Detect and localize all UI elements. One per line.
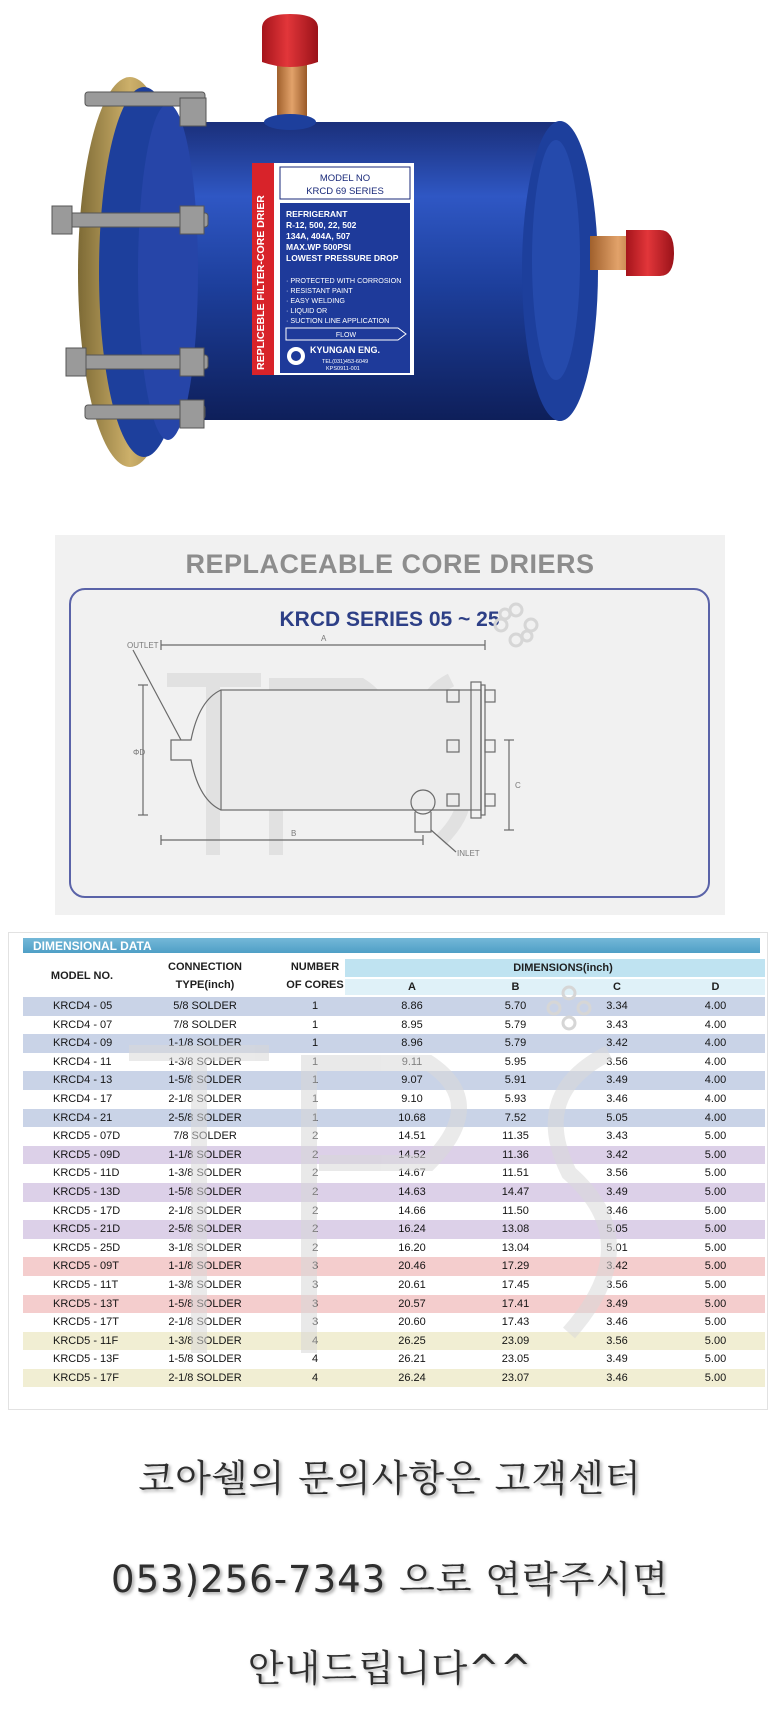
header-a: A xyxy=(408,981,416,993)
dim-a-label: A xyxy=(321,634,327,643)
cell-model: KRCD4 - 11 xyxy=(53,1055,112,1068)
cell-dim-a: 14.67 xyxy=(398,1167,426,1180)
cell-dim-c: 3.43 xyxy=(606,1018,628,1031)
header-connection-sub: TYPE(inch) xyxy=(175,979,235,991)
table-row xyxy=(23,1332,765,1351)
cell-model: KRCD5 - 11D xyxy=(53,1167,120,1180)
cell-connection-type: 7/8 SOLDER xyxy=(173,1130,237,1143)
cell-dim-b: 17.41 xyxy=(501,1297,530,1310)
cell-dim-a: 20.57 xyxy=(398,1297,426,1310)
cell-dim-c: 3.56 xyxy=(606,1278,628,1291)
cell-dim-b: 5.95 xyxy=(504,1055,527,1068)
feature-line: · RESISTANT PAINT xyxy=(286,286,353,295)
snowflake-watermark-icon xyxy=(495,604,537,646)
cell-model: KRCD4 - 21 xyxy=(53,1111,113,1124)
feature-line: · EASY WELDING xyxy=(286,296,345,305)
cell-dim-d: 5.00 xyxy=(704,1241,727,1254)
cell-model: KRCD4 - 05 xyxy=(53,1000,113,1012)
cell-model: KRCD4 - 07 xyxy=(53,1018,113,1031)
cell-cores: 1 xyxy=(311,1018,319,1031)
refrigerant-line: REFRIGERANT xyxy=(286,209,348,219)
table-row xyxy=(23,997,765,1016)
dimensional-data-table xyxy=(8,932,768,1410)
cell-dim-a: 9.07 xyxy=(401,1074,423,1087)
table-row xyxy=(23,1034,765,1053)
cell-dim-a: 8.95 xyxy=(401,1018,423,1031)
cell-dim-a: 20.60 xyxy=(398,1316,426,1329)
cell-model: KRCD4 - 13 xyxy=(53,1074,113,1087)
cell-dim-c: 3.49 xyxy=(606,1074,628,1087)
table-row xyxy=(23,1183,765,1202)
cell-dim-c: 3.34 xyxy=(606,1000,628,1012)
cell-connection-type: 2-1/8 SOLDER xyxy=(168,1092,242,1105)
cell-connection-type: 2-1/8 SOLDER xyxy=(168,1371,242,1384)
cell-dim-a: 16.20 xyxy=(398,1241,426,1254)
table-row xyxy=(23,1071,765,1090)
refrigerant-line: LOWEST PRESSURE DROP xyxy=(286,253,399,263)
cell-dim-c: 3.43 xyxy=(606,1130,628,1143)
footer-line-1: 코아쉘의 문의사항은 고객센터 xyxy=(138,1457,642,1500)
cell-dim-d: 5.00 xyxy=(704,1316,727,1329)
cell-dim-c: 5.05 xyxy=(606,1111,628,1124)
cell-cores: 3 xyxy=(311,1316,319,1329)
cell-model: KRCD5 - 17F xyxy=(53,1371,120,1384)
cell-cores: 4 xyxy=(311,1371,319,1384)
cell-dim-c: 3.46 xyxy=(606,1204,628,1217)
cell-connection-type: 2-5/8 SOLDER xyxy=(168,1111,242,1124)
outlet-label: OUTLET xyxy=(127,641,159,650)
drier-dimension-drawing xyxy=(71,590,708,896)
technical-drawing-panel xyxy=(55,535,725,915)
company-name: KYUNGAN ENG. xyxy=(310,345,381,355)
cell-cores: 2 xyxy=(311,1204,319,1217)
cell-cores: 1 xyxy=(311,1111,319,1124)
table-row xyxy=(23,1257,765,1276)
cell-cores: 1 xyxy=(311,1000,319,1012)
header-connection: CONNECTION xyxy=(168,961,242,973)
dim-c-label: C xyxy=(515,781,521,790)
cell-cores: 3 xyxy=(311,1278,319,1291)
cell-dim-b: 13.08 xyxy=(501,1223,530,1236)
cell-dim-c: 3.42 xyxy=(606,1260,628,1273)
cell-dim-b: 5.93 xyxy=(504,1092,527,1105)
cell-dim-d: 4.00 xyxy=(704,1018,727,1031)
product-photo xyxy=(0,0,780,500)
company-code: KPS0911-001 xyxy=(326,366,360,372)
table-row xyxy=(23,1053,765,1072)
cell-cores: 3 xyxy=(311,1260,319,1273)
table-title: DIMENSIONAL DATA xyxy=(33,939,152,953)
cell-model: KRCD4 - 09 xyxy=(53,1037,113,1050)
model-no-label: MODEL NO xyxy=(319,173,371,184)
cell-model: KRCD5 - 17D xyxy=(53,1204,121,1217)
inlet-label: INLET xyxy=(457,849,480,858)
table-row xyxy=(23,1369,765,1388)
cell-model: KRCD5 - 21D xyxy=(53,1223,121,1236)
cell-dim-a: 9.11 xyxy=(401,1055,423,1068)
cell-connection-type: 1-3/8 SOLDER xyxy=(168,1278,242,1291)
cell-cores: 1 xyxy=(311,1074,319,1087)
header-b: B xyxy=(511,981,520,993)
cell-dim-c: 3.46 xyxy=(606,1092,628,1105)
cell-dim-b: 17.29 xyxy=(501,1260,530,1273)
cell-cores: 1 xyxy=(311,1092,319,1105)
cell-connection-type: 5/8 SOLDER xyxy=(173,1000,237,1012)
header-dimensions: DIMENSIONS(inch) xyxy=(513,962,613,974)
header-c: C xyxy=(613,981,621,993)
cell-dim-c: 3.49 xyxy=(606,1353,628,1366)
table-row xyxy=(23,1220,765,1239)
cell-dim-d: 5.00 xyxy=(704,1148,727,1161)
cell-dim-d: 4.00 xyxy=(704,1092,727,1105)
cell-dim-b: 5.91 xyxy=(504,1074,527,1087)
footer-line-3: 안내드립니다^^ xyxy=(247,1647,533,1690)
cell-connection-type: 1-1/8 SOLDER xyxy=(168,1148,242,1161)
cell-dim-b: 5.79 xyxy=(504,1018,527,1031)
feature-line: · PROTECTED WITH CORROSION xyxy=(286,276,402,285)
table-row xyxy=(23,1239,765,1258)
cell-dim-c: 3.49 xyxy=(606,1297,628,1310)
cell-dim-d: 4.00 xyxy=(704,1055,727,1068)
cell-dim-a: 10.68 xyxy=(398,1111,426,1124)
cell-dim-a: 14.51 xyxy=(398,1130,426,1143)
cell-model: KRCD5 - 11T xyxy=(53,1278,119,1291)
table-body xyxy=(23,997,765,1387)
cell-cores: 2 xyxy=(311,1185,319,1198)
cell-dim-a: 14.63 xyxy=(398,1185,426,1198)
cell-dim-a: 8.86 xyxy=(401,1000,423,1012)
cell-dim-a: 16.24 xyxy=(398,1223,426,1236)
cell-dim-b: 23.09 xyxy=(501,1334,530,1347)
cell-dim-b: 11.36 xyxy=(502,1148,529,1161)
cell-dim-b: 23.07 xyxy=(501,1371,530,1384)
table-row xyxy=(23,1276,765,1295)
filter-drier-image xyxy=(0,0,780,500)
cell-dim-a: 14.66 xyxy=(398,1204,426,1217)
cell-dim-c: 3.56 xyxy=(606,1167,628,1180)
cell-connection-type: 1-3/8 SOLDER xyxy=(168,1055,242,1068)
cell-dim-d: 5.00 xyxy=(704,1185,727,1198)
cell-connection-type: 1-3/8 SOLDER xyxy=(168,1167,242,1180)
side-band-text: REPLICEBLE FILTER-CORE DRIER xyxy=(255,195,267,370)
cell-cores: 2 xyxy=(311,1148,319,1161)
dim-b-label: B xyxy=(291,829,297,838)
cell-model: KRCD5 - 13F xyxy=(53,1353,120,1366)
cell-connection-type: 1-5/8 SOLDER xyxy=(168,1297,242,1310)
table-row xyxy=(23,1016,765,1035)
cell-dim-d: 5.00 xyxy=(704,1278,727,1291)
cell-dim-d: 5.00 xyxy=(704,1260,727,1273)
footer-line-2: 053)256-7343 으로 연락주시면 xyxy=(111,1558,669,1601)
feature-line: · LIQUID OR xyxy=(286,306,328,315)
cell-dim-c: 5.05 xyxy=(606,1223,628,1236)
flow-label: FLOW xyxy=(335,332,357,339)
cell-connection-type: 1-1/8 SOLDER xyxy=(168,1260,242,1273)
cell-dim-c: 3.56 xyxy=(606,1055,628,1068)
cell-dim-c: 5.01 xyxy=(606,1241,628,1254)
cell-dim-a: 20.61 xyxy=(398,1278,426,1291)
cell-dim-d: 5.00 xyxy=(704,1334,727,1347)
cell-dim-d: 5.00 xyxy=(704,1297,727,1310)
cell-dim-b: 5.70 xyxy=(504,1000,527,1012)
header-d: D xyxy=(711,981,720,993)
cell-dim-d: 5.00 xyxy=(704,1371,727,1384)
cell-dim-c: 3.42 xyxy=(606,1148,628,1161)
cell-model: KRCD5 - 13T xyxy=(53,1297,120,1310)
cell-cores: 3 xyxy=(311,1297,319,1310)
cell-model: KRCD5 - 09T xyxy=(53,1260,120,1273)
feature-line: · SUCTION LINE APPLICATION xyxy=(286,316,390,325)
table-row xyxy=(23,1109,765,1128)
cell-dim-b: 17.45 xyxy=(501,1278,530,1291)
cell-model: KRCD4 - 17 xyxy=(53,1092,113,1105)
cell-model: KRCD5 - 07D xyxy=(53,1130,121,1143)
cell-model: KRCD5 - 13D xyxy=(53,1185,121,1198)
model-series-text: KRCD 69 SERIES xyxy=(306,186,384,197)
table-row xyxy=(23,1127,765,1146)
cell-dim-b: 7.52 xyxy=(504,1111,527,1124)
header-model: MODEL NO. xyxy=(50,970,114,982)
cell-cores: 2 xyxy=(311,1241,319,1254)
cell-dim-a: 20.46 xyxy=(398,1260,426,1273)
cell-dim-d: 5.00 xyxy=(704,1130,727,1143)
cell-dim-a: 26.21 xyxy=(398,1353,426,1366)
cell-connection-type: 1-3/8 SOLDER xyxy=(168,1334,242,1347)
cell-cores: 4 xyxy=(311,1334,319,1347)
cell-cores: 1 xyxy=(311,1037,319,1050)
cell-dim-a: 9.10 xyxy=(401,1092,423,1105)
cell-dim-b: 13.04 xyxy=(501,1241,530,1254)
cell-dim-d: 4.00 xyxy=(704,1000,727,1012)
table-title-bar xyxy=(23,938,760,953)
cell-cores: 2 xyxy=(311,1223,319,1236)
cell-dim-c: 3.56 xyxy=(606,1334,628,1347)
cell-cores: 4 xyxy=(311,1353,319,1366)
cell-model: KRCD5 - 17T xyxy=(53,1316,120,1329)
cell-dim-a: 26.24 xyxy=(398,1371,426,1384)
cell-dim-b: 11.50 xyxy=(502,1204,529,1217)
table-row xyxy=(23,1164,765,1183)
header-cores-sub: OF CORES xyxy=(286,979,344,991)
refrigerant-line: 134A, 404A, 507 xyxy=(286,231,351,241)
cell-connection-type: 1-1/8 SOLDER xyxy=(168,1037,242,1050)
cell-dim-a: 8.96 xyxy=(401,1037,423,1050)
cell-cores: 2 xyxy=(311,1130,319,1143)
cell-dim-c: 3.46 xyxy=(606,1316,628,1329)
cell-cores: 1 xyxy=(311,1055,319,1068)
cell-connection-type: 2-1/8 SOLDER xyxy=(168,1204,242,1217)
cell-dim-d: 5.00 xyxy=(704,1353,727,1366)
cell-connection-type: 3-1/8 SOLDER xyxy=(168,1241,242,1254)
cell-connection-type: 2-1/8 SOLDER xyxy=(168,1316,242,1329)
table-row xyxy=(23,1202,765,1221)
cell-dim-d: 5.00 xyxy=(704,1204,727,1217)
cell-dim-c: 3.42 xyxy=(606,1037,628,1050)
cell-dim-b: 11.51 xyxy=(502,1167,529,1180)
cell-dim-b: 5.79 xyxy=(504,1037,527,1050)
table-row xyxy=(23,1090,765,1109)
dim-d-label: ΦD xyxy=(133,748,146,757)
company-tel: TEL(031)453-6049 xyxy=(322,359,369,365)
cell-dim-d: 5.00 xyxy=(704,1223,727,1236)
cell-model: KRCD5 - 11F xyxy=(53,1334,119,1347)
cell-dim-c: 3.46 xyxy=(606,1371,628,1384)
drawing-heading: REPLACEABLE CORE DRIERS xyxy=(185,549,595,579)
cell-dim-c: 3.49 xyxy=(606,1185,628,1198)
refrigerant-line: MAX.WP 500PSI xyxy=(286,242,352,252)
cell-model: KRCD5 - 09D xyxy=(53,1148,121,1161)
header-cores: NUMBER xyxy=(290,961,340,973)
cell-dim-a: 14.52 xyxy=(398,1148,426,1161)
series-title: KRCD SERIES 05 ~ 25 xyxy=(279,608,500,631)
cell-dim-d: 5.00 xyxy=(704,1167,727,1180)
table-row xyxy=(23,1146,765,1165)
table-row xyxy=(23,1350,765,1369)
cell-dim-d: 4.00 xyxy=(704,1037,727,1050)
cell-connection-type: 2-5/8 SOLDER xyxy=(168,1223,242,1236)
cell-dim-b: 23.05 xyxy=(501,1353,530,1366)
cell-cores: 2 xyxy=(311,1167,319,1180)
refrigerant-line: R-12, 500, 22, 502 xyxy=(286,220,357,230)
cell-connection-type: 7/8 SOLDER xyxy=(173,1018,237,1031)
table-row xyxy=(23,1313,765,1332)
cell-dim-d: 4.00 xyxy=(704,1111,727,1124)
cell-dim-b: 14.47 xyxy=(501,1185,530,1198)
cell-connection-type: 1-5/8 SOLDER xyxy=(168,1185,242,1198)
cell-dim-b: 17.43 xyxy=(501,1316,530,1329)
drawing-frame xyxy=(69,588,710,898)
cell-connection-type: 1-5/8 SOLDER xyxy=(168,1353,242,1366)
cell-connection-type: 1-5/8 SOLDER xyxy=(168,1074,242,1087)
table-row xyxy=(23,1295,765,1314)
cell-model: KRCD5 - 25D xyxy=(53,1241,121,1254)
cell-dim-a: 26.25 xyxy=(398,1334,426,1347)
cell-dim-b: 11.35 xyxy=(502,1130,529,1143)
cell-dim-d: 4.00 xyxy=(704,1074,727,1087)
